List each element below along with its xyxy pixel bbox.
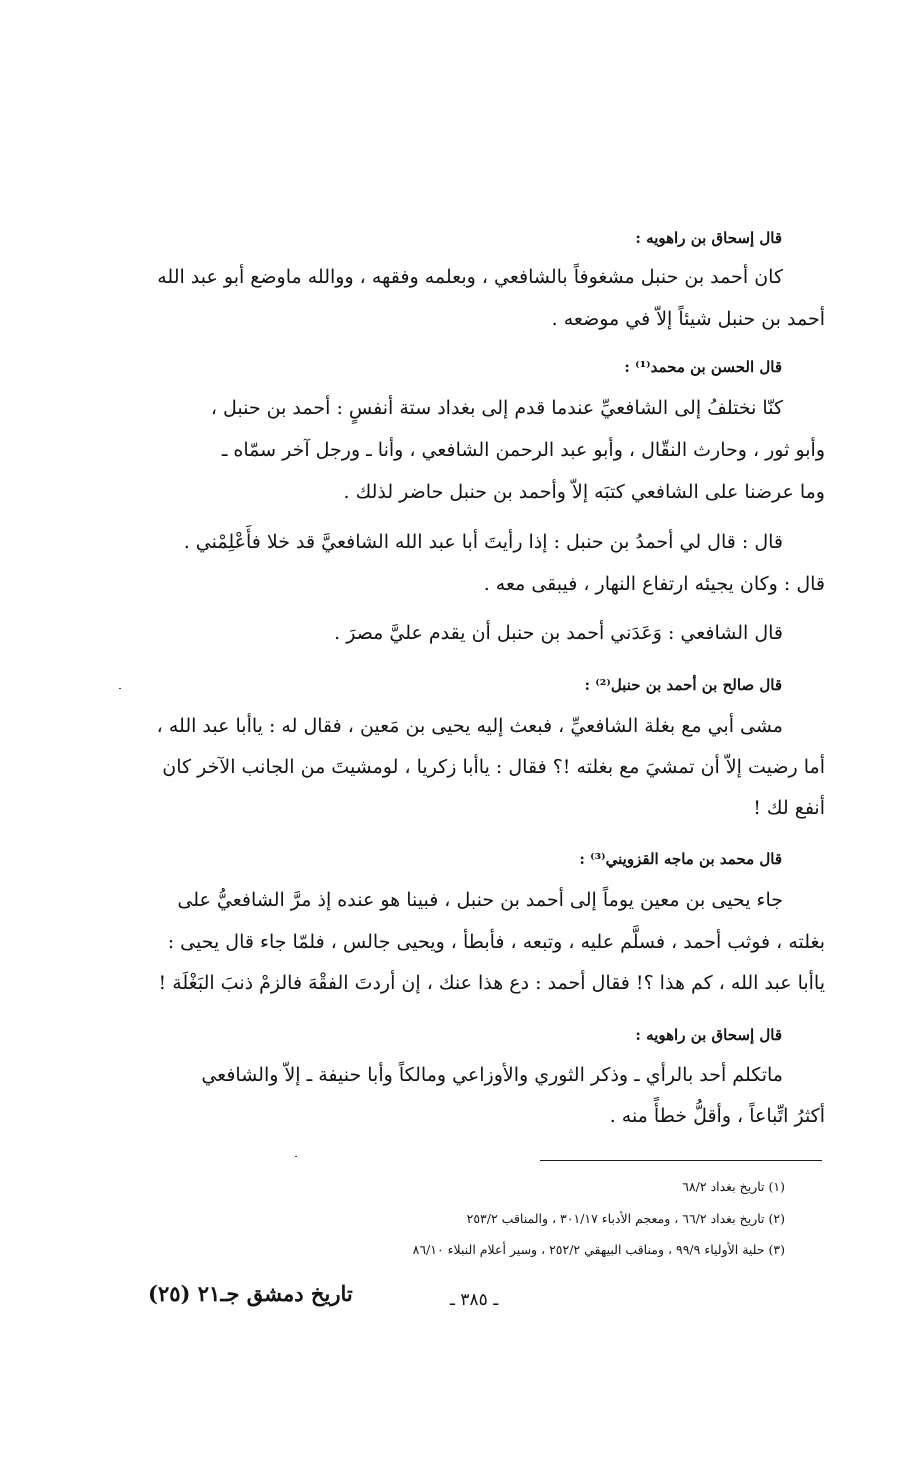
text-line: قال الشافعي : وَعَدَني أحمد بن حنبل أن يقدم عليَّ مصرَ . (334, 622, 783, 644)
text-line: ياأبا عبد الله ، كم هذا ؟! فقال أحمد : دع هذا عنك ، إن أردتَ الفقْهَ فالزمْ ذنبَ البَغْلَة ! (158, 972, 825, 994)
text-line: أما رضيت إلاّ أن تمشيَ مع بغلته !؟ فقال : ياأبا زكريا ، لومشيتَ من الجانب الآخر كان (162, 756, 825, 778)
section-heading: قال صالح بن أحمد بن حنبل⁽²⁾ : (584, 676, 782, 694)
text-line: كان أحمد بن حنبل مشغوفاً بالشافعي ، وبعلمه وفقهه ، ووالله ماوضع أبو عبد الله (157, 266, 783, 288)
scan-speck (119, 688, 121, 689)
text-line: جاء يحيى بن معين يوماً إلى أحمد بن حنبل ، فبينا هو عنده إذ مرَّ الشافعيُّ على (177, 889, 783, 911)
book-title: تاريخ دمشق جـ٢١ (٢٥) (148, 1281, 353, 1306)
footnote: (١) تاريخ بغداد ٦٨/٢ (682, 1179, 785, 1194)
text-line: قال : قال لي أحمدُ بن حنبل : إذا رأيتَ أبا عبد الله الشافعيَّ قد خلا فأَعْلِمْني . (183, 531, 783, 553)
scan-speck (295, 1156, 297, 1157)
section-heading: قال الحسن بن محمد⁽¹⁾ : (624, 358, 782, 376)
text-line: وأبو ثور ، وحارث النقّال ، وأبو عبد الرحمن الشافعي ، وأنا ـ ورجل آخر سمّاه ـ (221, 439, 825, 461)
text-line: أحمد بن حنبل شيئاً إلاّ في موضعه . (551, 308, 825, 330)
text-line: وما عرضنا على الشافعي كتبَه إلاّ وأحمد بن حنبل حاضر لذلك . (343, 481, 825, 503)
text-line: مشى أبي مع بغلة الشافعيِّ ، فبعث إليه يحيى بن مَعين ، فقال له : ياأبا عبد الله ، (156, 715, 783, 737)
footnote: (٣) حلية الأولياء ٩٩/٩ ، ومناقب البيهقي ٢٥٢/٢ ، وسير أعلام النبلاء ٨٦/١٠ (412, 1242, 785, 1257)
footnote-rule (540, 1160, 822, 1161)
text-line: كنّا نختلفُ إلى الشافعيِّ عندما قدم إلى بغداد ستة أنفسٍ : أحمد بن حنبل ، (210, 397, 783, 419)
footnote: (٢) تاريخ بغداد ٦٦/٢ ، ومعجم الأدباء ٣٠١/١٧ ، والمناقب ٢٥٣/٢ (466, 1211, 785, 1226)
text-line: أنفع لك ! (753, 797, 825, 819)
text-line: أكثرُ اتِّباعاً ، وأقلُّ خطأً منه . (609, 1105, 825, 1127)
text-line: ماتكلم أحد بالرأي ـ وذكر الثوري والأوزاعي ومالكاً وأبا حنيفة ـ إلاّ والشافعي (201, 1064, 783, 1086)
text-line: قال : وكان يجيئه ارتفاع النهار ، فيبقى معه . (483, 573, 825, 595)
section-heading: قال إسحاق بن راهويه : (635, 229, 782, 247)
section-heading: قال محمد بن ماجه القزويني⁽³⁾ : (579, 850, 782, 868)
text-line: بغلته ، فوثب أحمد ، فسلَّم عليه ، وتبعه ، فأبطأ ، ويحيى جالس ، فلمّا جاء قال يحيى : (167, 931, 825, 953)
section-heading: قال إسحاق بن راهويه : (635, 1026, 782, 1044)
page-number: ـ ٣٨٥ ـ (450, 1290, 499, 1310)
